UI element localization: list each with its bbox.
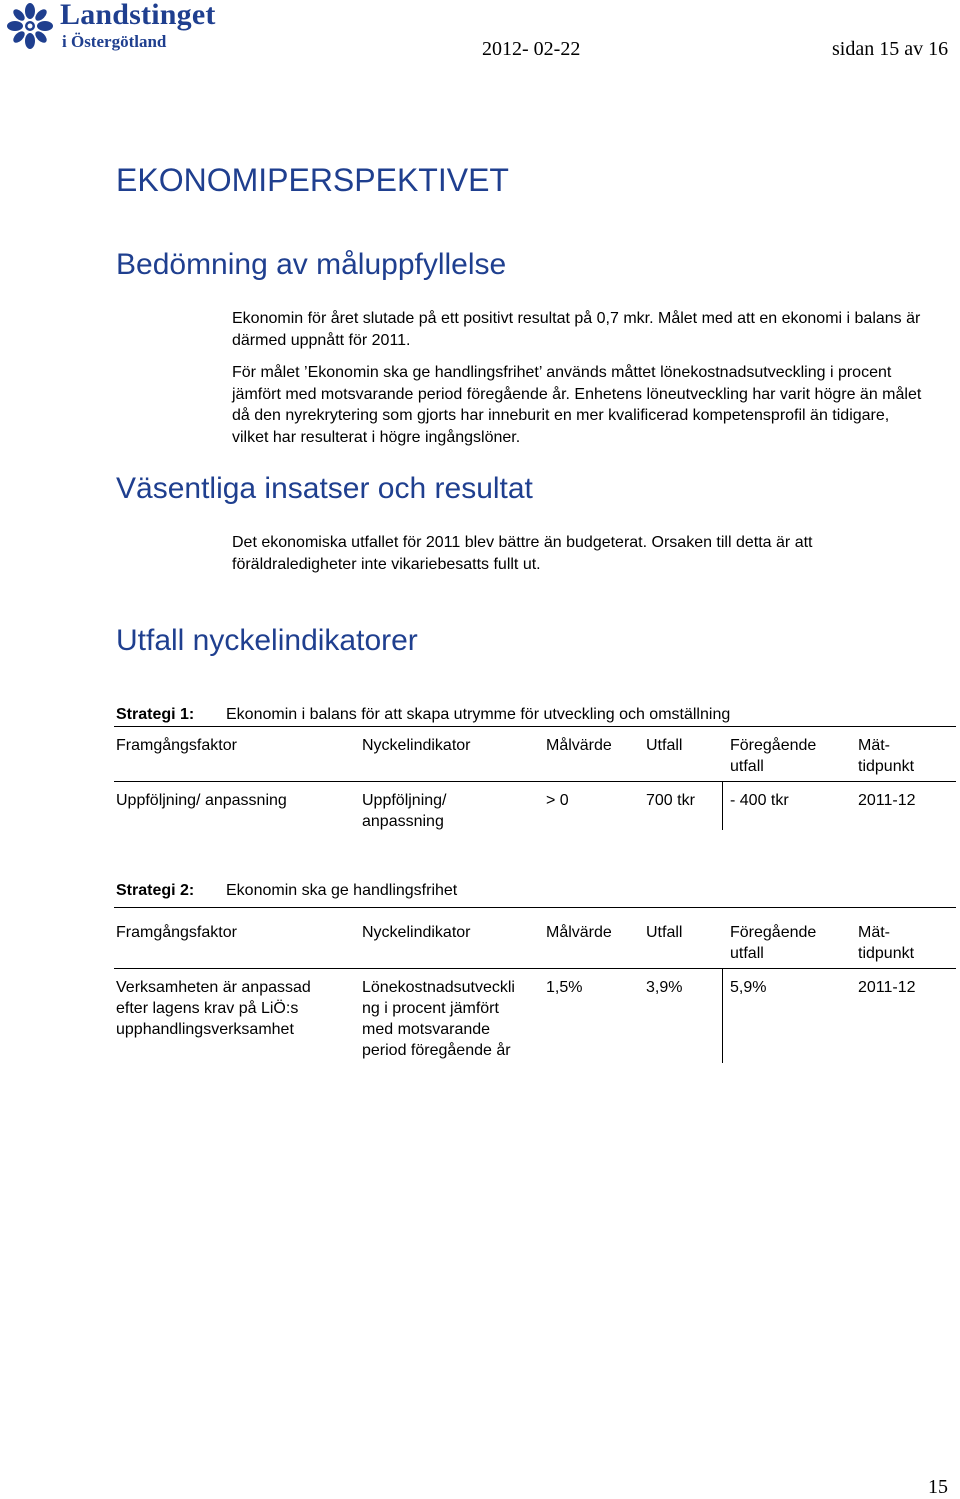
table-row-1-foregaende: - 400 tkr xyxy=(730,792,789,809)
col-header-utfall: Utfall xyxy=(646,737,683,754)
strategy-1-text: Ekonomin i balans för att skapa utrymme för utveckling och omställning xyxy=(226,706,731,723)
strategy-2-title xyxy=(116,882,458,900)
strategy-2-text: Ekonomin ska ge handlingsfrihet xyxy=(226,882,458,899)
paragraph-goal: För målet ’Ekonomin ska ge handlingsfrihet’ används måttet lönekostnadsutveckling i procent jämfört med motsvarande period föregående år. Enhetens löneutveckling har varit högre än målet då den nyrekrytering som gjorts har inneburit en mer kvalificerad kompetensprofil än tidigare, vilket har resulterat i högre ingångslöner. xyxy=(232,364,922,446)
table-row-1-malvarde: > 0 xyxy=(546,792,569,809)
landstinget-logo xyxy=(6,2,246,56)
col-header-malvarde: Målvärde xyxy=(546,737,612,754)
table-row-1-utfall: 700 tkr xyxy=(646,792,695,809)
table-row-2-framgangsfaktor-line1: Verksamheten är anpassad xyxy=(116,979,311,996)
table-row-2-nyckelindikator-line2: ng i procent jämfört xyxy=(362,1000,499,1017)
table-row-1-tidpunkt: 2011-12 xyxy=(858,792,916,809)
col-header-framgangsfaktor-2: Framgångsfaktor xyxy=(116,924,237,941)
table-row-2-framgangsfaktor-line3: upphandlingsverksamhet xyxy=(116,1021,294,1038)
col-header-malvarde-2: Målvärde xyxy=(546,924,612,941)
table-row-1-framgangsfaktor: Uppföljning/ anpassning xyxy=(116,792,287,809)
col-header-foregaende-2 xyxy=(730,922,816,964)
table-2-rule-header xyxy=(114,968,956,969)
flower-emblem-icon xyxy=(6,2,54,50)
table-row-2-nyckelindikator-line1: Lönekostnadsutveckli xyxy=(362,979,515,996)
strategy-2-label: Strategi 2: xyxy=(116,882,195,899)
logo-subtitle: i Östergötland xyxy=(62,32,167,51)
table-row-1-nyckelindikator xyxy=(362,790,447,832)
col-header-foregaende-2-line2: utfall xyxy=(730,945,764,962)
paragraph-outcome: Det ekonomiska utfallet för 2011 blev bättre än budgeterat. Orsaken till detta är att föräldraledigheter inte vikariebesatts fullt ut. xyxy=(232,534,813,573)
table-row-2-framgangsfaktor xyxy=(116,977,311,1040)
page-info: sidan 15 av 16 xyxy=(832,38,949,60)
col-header-matpunkt-line1: Mät- xyxy=(858,737,890,754)
paragraph-result: Ekonomin för året slutade på ett positivt resultat på 0,7 mkr. Målet med att en ekonomi i balans är därmed uppnått för 2011. xyxy=(232,310,921,349)
table-row-2-nyckelindikator-line3: med motsvarande xyxy=(362,1021,491,1038)
table-row-1-nyckelindikator-line1: Uppföljning/ xyxy=(362,792,447,809)
col-header-foregaende xyxy=(730,735,816,777)
table-row-2-nyckelindikator-line4: period föregående år xyxy=(362,1042,511,1059)
col-header-matpunkt-2 xyxy=(858,922,914,964)
col-header-foregaende-2-line1: Föregående xyxy=(730,924,817,941)
table-1-rule-header xyxy=(114,781,956,782)
table-row-2-foregaende: 5,9% xyxy=(730,979,767,996)
table-1-divider xyxy=(722,782,723,830)
table-row-2-malvarde: 1,5% xyxy=(546,979,583,996)
section-heading-nyckelindikatorer: Utfall nyckelindikatorer xyxy=(116,624,418,657)
table-row-2-utfall: 3,9% xyxy=(646,979,683,996)
strategy-1-title xyxy=(116,706,731,724)
section-heading-bedomning: Bedömning av måluppfyllelse xyxy=(116,248,507,281)
table-2-divider xyxy=(722,969,723,1063)
table-row-2-tidpunkt: 2011-12 xyxy=(858,979,916,996)
col-header-framgangsfaktor: Framgångsfaktor xyxy=(116,737,237,754)
table-1-rule-top xyxy=(114,726,956,727)
col-header-utfall-2: Utfall xyxy=(646,924,683,941)
table-row-2-framgangsfaktor-line2: efter lagens krav på LiÖ:s xyxy=(116,1000,299,1017)
document-date: 2012- 02-22 xyxy=(482,38,581,60)
table-row-2-nyckelindikator xyxy=(362,977,515,1061)
col-header-matpunkt xyxy=(858,735,914,777)
section-heading-insatser: Väsentliga insatser och resultat xyxy=(116,472,533,505)
col-header-nyckelindikator: Nyckelindikator xyxy=(362,737,471,754)
col-header-matpunkt-2-line1: Mät- xyxy=(858,924,890,941)
col-header-foregaende-line1: Föregående xyxy=(730,737,817,754)
table-2-rule-top xyxy=(114,907,956,908)
footer-page-number: 15 xyxy=(928,1476,948,1498)
strategy-1-label: Strategi 1: xyxy=(116,706,195,723)
table-row-1-nyckelindikator-line2: anpassning xyxy=(362,813,444,830)
col-header-matpunkt-line2: tidpunkt xyxy=(858,758,915,775)
col-header-matpunkt-2-line2: tidpunkt xyxy=(858,945,915,962)
page-title: EKONOMIPERSPEKTIVET xyxy=(116,162,509,198)
logo-name: Landstinget xyxy=(60,0,216,31)
col-header-nyckelindikator-2: Nyckelindikator xyxy=(362,924,471,941)
col-header-foregaende-line2: utfall xyxy=(730,758,764,775)
